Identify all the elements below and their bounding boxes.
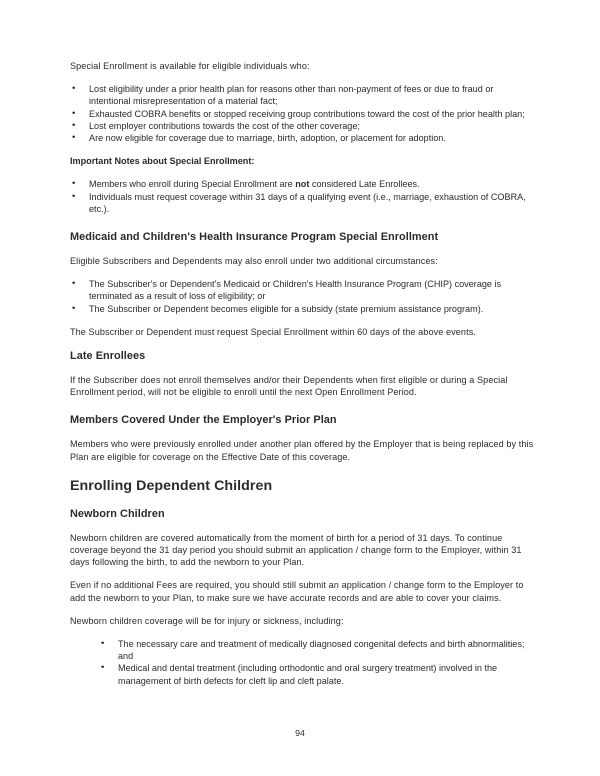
special-enrollment-intro: Special Enrollment is available for eligible individuals who:	[70, 61, 310, 71]
list-item	[70, 278, 536, 302]
list-item	[70, 120, 536, 132]
bullet-icon: •	[72, 302, 76, 314]
newborn-paragraph-3: Newborn children coverage will be for injury or sickness, including:	[70, 615, 344, 626]
list-item-text: The Subscriber or Dependent becomes eligible for a subsidy (state premium assistance program).	[89, 303, 484, 314]
list-item-text: Individuals must request coverage within 31 days of a qualifying event (i.e., marriage, exhaustion of COBRA, etc.).	[89, 191, 526, 214]
list-item	[70, 191, 536, 215]
page-content	[70, 60, 536, 698]
list-item	[70, 108, 536, 120]
medicaid-chip-list	[70, 278, 536, 315]
prior-plan-body: Members who were previously enrolled under another plan offered by the Employer that is being replaced by this Plan are eligible for coverage on the Effective Date of this coverage.	[70, 439, 534, 462]
list-item-text: Lost eligibility under a prior health plan for reasons other than non-payment of fees or due to fraud or intentional misrepresentation of a material fact;	[89, 84, 494, 107]
bullet-icon: •	[72, 132, 76, 144]
heading-medicaid-chip: Medicaid and Children's Health Insurance Program Special Enrollment	[70, 231, 439, 244]
newborn-paragraph-2: Even if no additional Fees are required, you should still submit an application / change form to the Employer to add the newborn to your Plan, to make sure we have accurate records and are able to cover your claims.	[70, 580, 524, 603]
bullet-icon: •	[101, 638, 105, 650]
newborn-coverage-list	[70, 638, 536, 687]
list-item	[70, 132, 536, 144]
list-item	[99, 638, 536, 662]
list-item-text: Exhausted COBRA benefits or stopped receiving group contributions toward the cost of the prior health plan;	[89, 108, 525, 119]
list-item-text: The Subscriber's or Dependent's Medicaid or Children's Health Insurance Program (CHIP) coverage is terminated as a result of loss of eligibility; or	[89, 279, 502, 302]
late-enrollees-body: If the Subscriber does not enroll themselves and/or their Dependents when first eligible or during a Special Enrollment period, will not be eligible to enroll until the next Open Enrollment Period.	[70, 375, 508, 398]
list-item-text-pre: Members who enroll during Special Enrollment are	[89, 179, 296, 190]
list-item-text-post: considered Late Enrollees.	[309, 179, 420, 190]
heading-newborn-children: Newborn Children	[70, 507, 165, 520]
bullet-icon: •	[72, 107, 76, 119]
list-item	[99, 662, 536, 686]
heading-enrolling-dependent-children: Enrolling Dependent Children	[70, 477, 273, 494]
bullet-icon: •	[72, 190, 76, 202]
medicaid-chip-intro: Eligible Subscribers and Dependents may also enroll under two additional circumstances:	[70, 256, 438, 267]
bullet-icon: •	[72, 178, 76, 190]
emphasis-not: not	[295, 179, 310, 190]
list-item	[70, 178, 536, 190]
special-enrollment-list	[70, 83, 536, 144]
bullet-icon: •	[101, 662, 105, 674]
list-item-text: Lost employer contributions towards the cost of the other coverage;	[89, 120, 360, 131]
list-item	[70, 303, 536, 315]
list-item	[70, 83, 536, 107]
bullet-icon: •	[72, 119, 76, 131]
list-item-text: The necessary care and treatment of medically diagnosed congenital defects and birth abnormalities; and	[118, 639, 525, 662]
medicaid-chip-closing: The Subscriber or Dependent must request Special Enrollment within 60 days of the above events.	[70, 326, 476, 337]
bullet-icon: •	[72, 278, 76, 290]
important-notes-heading: Important Notes about Special Enrollment:	[70, 156, 255, 167]
list-item-text: Medical and dental treatment (including orthodontic and oral surgery treatment) involved in the management of birth defects for cleft lip and cleft palate.	[118, 663, 498, 686]
bullet-icon: •	[72, 83, 76, 95]
list-item-text: Are now eligible for coverage due to marriage, birth, adoption, or placement for adoption.	[89, 133, 446, 144]
newborn-paragraph-1: Newborn children are covered automatically from the moment of birth for a period of 31 days. To continue coverage beyond the 31 day period you should submit an application / change form to the Employer, within 31 days following the birth, to add the newborn to your Plan.	[70, 532, 522, 568]
heading-prior-plan: Members Covered Under the Employer's Prior Plan	[70, 414, 337, 427]
heading-late-enrollees: Late Enrollees	[70, 350, 146, 363]
page-number: 94	[295, 728, 305, 738]
important-notes-list	[70, 178, 536, 215]
